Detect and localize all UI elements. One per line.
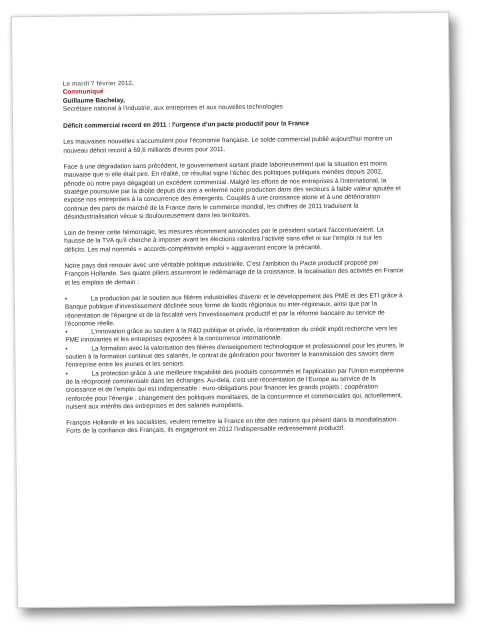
bullet-list — [65, 292, 406, 412]
bullet-symbol: • — [64, 295, 68, 303]
document-author: Guillaume Bachelay, — [62, 96, 125, 105]
document-kind: Communiqué — [62, 88, 104, 97]
document-content — [63, 77, 407, 444]
bullet-item — [65, 342, 405, 370]
paragraph: Face à une dégradation sans précédent, le gouvernement sortant plaide laborieusement que la situation est moins mauvaise que si elle était pire. En réalité, ce résultat signe l'échec des politiques publiques menées depuis 2002, période où notre pays dégageait un excédent commercial. Malgré les efforts de nos entreprises à l'international, la stratégie poursuivie par la droite depuis dix ans a enfermé notre production dans des secteurs à faible valeur ajoutée et expose nos entreprises à la concurrence des émergents. Couplés à une croissance atone et à une détérioration continue des parts de marché de la France dans le commerce mondial, les chiffres de 2011 traduisent la désindustrialisation vécue si douloureusement dans les territoires. — [63, 160, 401, 221]
bullet-item — [66, 367, 406, 412]
bullet-text: La protection grâce à une meilleure traçabilité des produits consommés et l'application par l'Union européenne de la réciprocité commerciale dans les échanges. Au-delà, c'est une réorientation de l'Europe au service de la croissance et de l'emploi qui est indispensable : euro-obligations pour financer les grands projets ; coopération renforcée pour l'énergie ; changement des politiques monétaires, de la concurrence et commerciales qui, actuellement, nuisent aux intérêts des entreprises et des salariés européens. — [65, 366, 404, 411]
bullet-item — [65, 292, 405, 329]
paragraph: Les mauvaises nouvelles s'accumulent pour l'économie française. Le solde commercial publié aujourd'hui montre un nouveau déficit record à 69,6 milliards d'euros pour 2011. — [63, 135, 393, 155]
document-author-role: Secrétaire national à l'industrie, aux entreprises et aux nouvelles technologies — [62, 103, 283, 113]
paragraph: Loin de freiner cette hémorragie, les mesures récemment annoncées par le président sortant l'accentueraient. La hausse de la TVA qu'il cherche à imposer avant les élections ralentira l'activité sans effet ni sur l'emploi ni sur les déficits. Les mal nommés « accords-compétitivité emploi » aggraveront encore la précarité. — [64, 226, 384, 254]
document-page — [11, 12, 455, 609]
bullet-text: L'innovation grâce au soutien à la R&D publique et privée, la réorientation du crédit impôt recherche vers les PME innovantes et les entreprises exposées à la concurrence internationale. — [65, 325, 398, 345]
bullet-text: La formation avec la valorisation des filières d'enseignement technologique et professionnel pour les jeunes, le soutien à la formation continue des salariés, le contrat de génération pour favoriser la transmission des savoirs dans l'entreprise entre les jeunes et les seniors. — [65, 341, 405, 370]
bullet-symbol: • — [65, 328, 68, 336]
closing-paragraph: François Hollande et les socialistes, veulent remettre la France en tête des nations qui pèsent dans la mondialisation. Forts de la confiance des Français, ils engageront en 2012 l'indispensable redressement productif. — [66, 416, 398, 436]
document-date: Le mardi 7 février 2012, — [62, 80, 134, 88]
bullet-symbol: • — [65, 370, 68, 378]
paragraph: Notre pays doit renouer avec une véritable politique industrielle. C'est l'ambition du Pacte productif proposé par François Hollande. Ses quatre piliers assureront le redémarrage de la croissance, la localisation des activités en France et les emplois de demain : — [64, 259, 404, 287]
document-title: Déficit commercial record en 2011 : l'urgence d'un pacte productif pour la France — [63, 120, 310, 130]
bullet-symbol: • — [65, 345, 68, 353]
bullet-text: La production par le soutien aux filières industrielles d'avenir et le développement des PME et des ETI grâce à Banque publique d'investissement déclinée sous forme de fonds régionaux ou inter-régionaux, ainsi que par la réorientation de l'épargne et de la fiscalité vers l'investissement productif et par la réforme bancaire au service de l'économie réelle. — [64, 292, 403, 328]
